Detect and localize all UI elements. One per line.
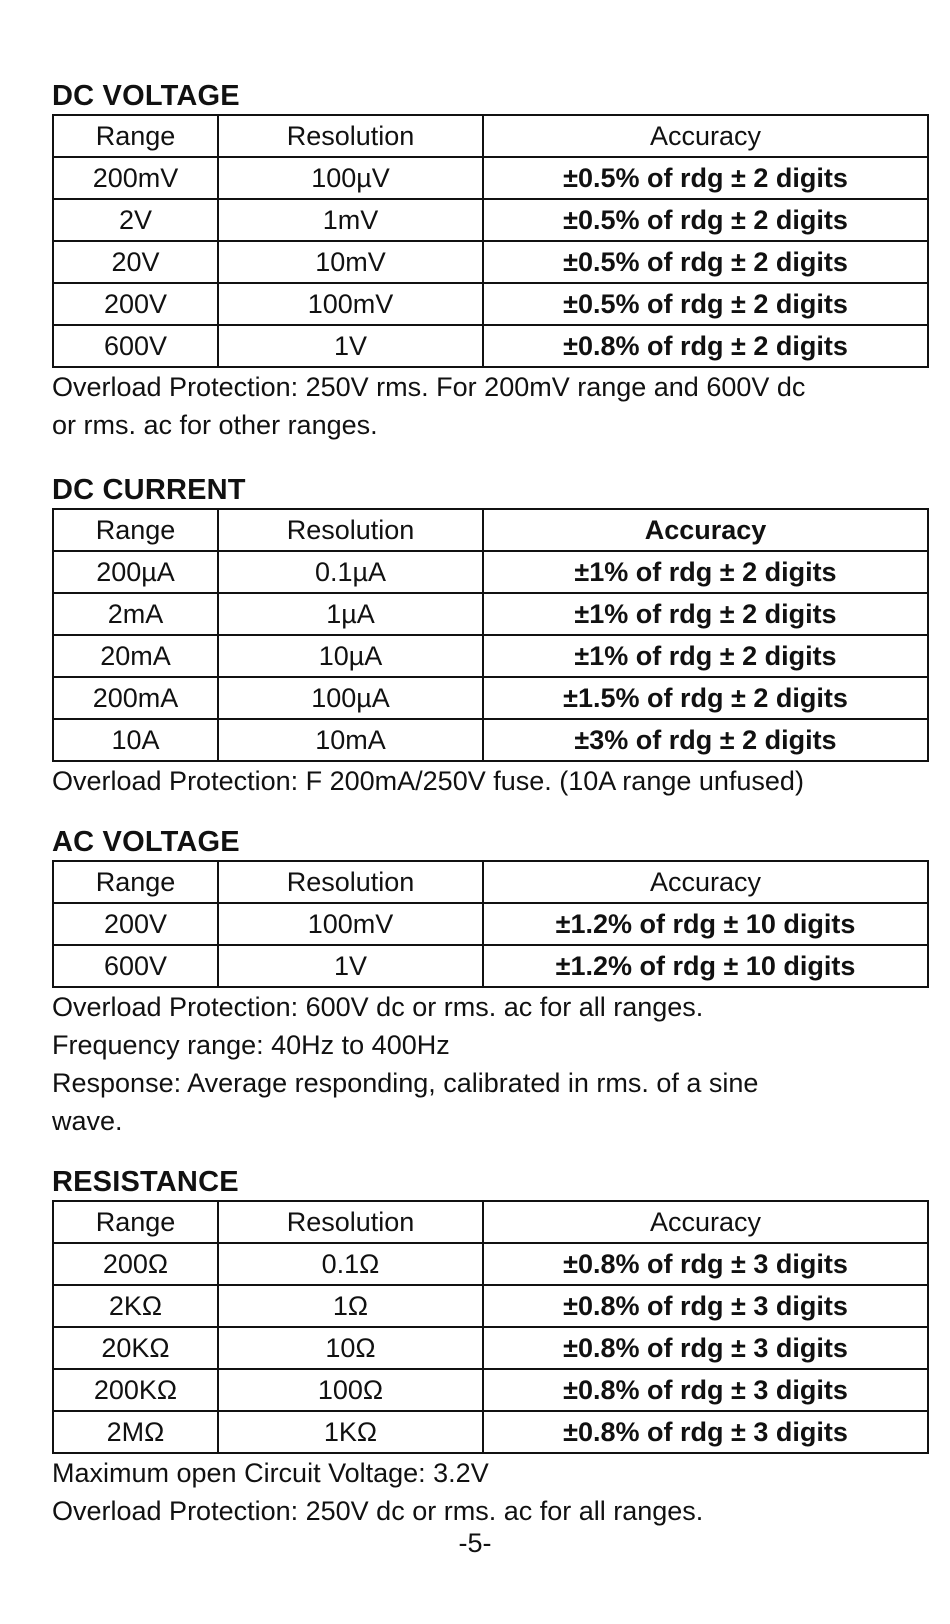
range-cell: 200mV [53,157,218,199]
frequency-note: Frequency range: 40Hz to 400Hz [52,1030,450,1060]
table-row [53,903,928,945]
range-cell: 2MΩ [53,1411,218,1453]
resolution-header: Resolution [218,1201,483,1243]
accuracy-cell: ±3% of rdg ± 2 digits [483,719,928,761]
table-row [53,1411,928,1453]
table-row [53,945,928,987]
table-row [53,635,928,677]
resolution-cell: 1KΩ [218,1411,483,1453]
range-cell: 200V [53,903,218,945]
resolution-cell: 100µA [218,677,483,719]
resolution-cell: 0.1µA [218,551,483,593]
accuracy-cell: ±1.2% of rdg ± 10 digits [483,903,928,945]
overload-note-cont: or rms. ac for other ranges. [52,410,378,440]
accuracy-cell: ±1.5% of rdg ± 2 digits [483,677,928,719]
overload-note: Overload Protection: F 200mA/250V fuse. (10A range unfused) [52,766,804,796]
section-title: DC VOLTAGE [52,80,240,112]
resolution-cell: 1V [218,945,483,987]
table-header-row [53,115,928,157]
resolution-cell: 10mA [218,719,483,761]
table-row [53,1327,928,1369]
resolution-cell: 1mV [218,199,483,241]
range-header: Range [53,115,218,157]
accuracy-cell: ±1% of rdg ± 2 digits [483,593,928,635]
resolution-header: Resolution [218,115,483,157]
range-cell: 20mA [53,635,218,677]
resistance-section [52,1164,927,1530]
range-cell: 200µA [53,551,218,593]
accuracy-cell: ±0.8% of rdg ± 3 digits [483,1411,928,1453]
page-number: -5- [458,1528,492,1558]
resolution-cell: 10µA [218,635,483,677]
table-header-row [53,861,928,903]
table-header-row [53,1201,928,1243]
range-cell: 10A [53,719,218,761]
accuracy-cell: ±0.8% of rdg ± 3 digits [483,1285,928,1327]
dc-voltage-table [52,114,929,368]
overload-note: Overload Protection: 250V dc or rms. ac for all ranges. [52,1496,704,1526]
resolution-cell: 100µV [218,157,483,199]
dc-voltage-section [52,78,927,444]
table-header-row [53,509,928,551]
resolution-cell: 1V [218,325,483,367]
table-row [53,551,928,593]
table-row [53,199,928,241]
range-cell: 200V [53,283,218,325]
range-cell: 600V [53,945,218,987]
accuracy-cell: ±0.8% of rdg ± 2 digits [483,325,928,367]
table-row [53,719,928,761]
range-cell: 2V [53,199,218,241]
table-row [53,593,928,635]
table-row [53,1243,928,1285]
range-header: Range [53,509,218,551]
range-cell: 200KΩ [53,1369,218,1411]
table-row [53,677,928,719]
range-cell: 2KΩ [53,1285,218,1327]
resolution-cell: 1µA [218,593,483,635]
accuracy-cell: ±0.5% of rdg ± 2 digits [483,157,928,199]
accuracy-cell: ±0.5% of rdg ± 2 digits [483,241,928,283]
range-cell: 200Ω [53,1243,218,1285]
table-row [53,325,928,367]
response-note: Response: Average responding, calibrated in rms. of a sine [52,1068,759,1098]
resolution-cell: 100mV [218,903,483,945]
range-cell: 20KΩ [53,1327,218,1369]
resistance-table [52,1200,929,1454]
resolution-cell: 100mV [218,283,483,325]
range-cell: 200mA [53,677,218,719]
spec-page [52,78,927,1530]
table-row [53,157,928,199]
section-title: RESISTANCE [52,1166,239,1198]
accuracy-header: Accuracy [483,1201,928,1243]
accuracy-header: Accuracy [483,115,928,157]
table-row [53,241,928,283]
accuracy-cell: ±0.5% of rdg ± 2 digits [483,199,928,241]
dc-current-table [52,508,929,762]
accuracy-cell: ±0.8% of rdg ± 3 digits [483,1327,928,1369]
section-title: AC VOLTAGE [52,826,240,858]
section-title: DC CURRENT [52,474,246,506]
resolution-cell: 10mV [218,241,483,283]
resolution-header: Resolution [218,509,483,551]
range-header: Range [53,1201,218,1243]
ac-voltage-table [52,860,929,988]
table-row [53,1285,928,1327]
range-cell: 2mA [53,593,218,635]
accuracy-header: Accuracy [483,861,928,903]
table-row [53,283,928,325]
accuracy-cell: ±1.2% of rdg ± 10 digits [483,945,928,987]
accuracy-cell: ±0.8% of rdg ± 3 digits [483,1243,928,1285]
open-circuit-note: Maximum open Circuit Voltage: 3.2V [52,1458,489,1488]
resolution-cell: 1Ω [218,1285,483,1327]
range-header: Range [53,861,218,903]
response-note-cont: wave. [52,1106,123,1136]
resolution-cell: 0.1Ω [218,1243,483,1285]
accuracy-cell: ±1% of rdg ± 2 digits [483,635,928,677]
overload-note: Overload Protection: 250V rms. For 200mV range and 600V dc [52,372,806,402]
table-row [53,1369,928,1411]
range-cell: 20V [53,241,218,283]
ac-voltage-section [52,824,927,1140]
resolution-cell: 10Ω [218,1327,483,1369]
overload-note: Overload Protection: 600V dc or rms. ac for all ranges. [52,992,704,1022]
accuracy-header: Accuracy [483,509,928,551]
resolution-header: Resolution [218,861,483,903]
accuracy-cell: ±1% of rdg ± 2 digits [483,551,928,593]
resolution-cell: 100Ω [218,1369,483,1411]
range-cell: 600V [53,325,218,367]
accuracy-cell: ±0.8% of rdg ± 3 digits [483,1369,928,1411]
accuracy-cell: ±0.5% of rdg ± 2 digits [483,283,928,325]
dc-current-section [52,472,927,800]
